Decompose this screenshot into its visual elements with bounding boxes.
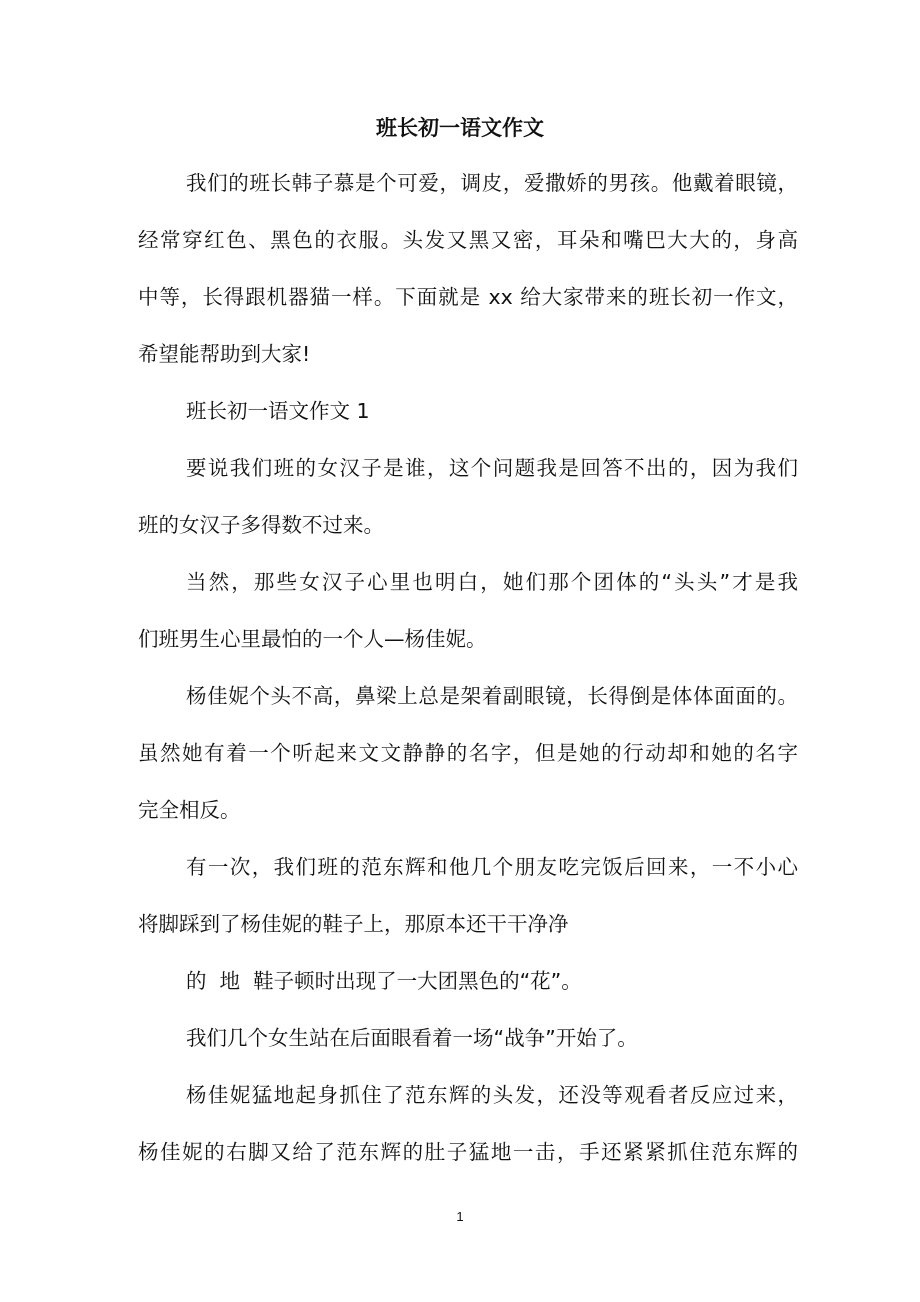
text-line: 我们的班长韩子慕是个可爱，调皮，爱撒娇的男孩。他戴着眼镜， bbox=[186, 171, 798, 195]
text-line: 们班男生心里最怕的一个人—杨佳妮。 bbox=[138, 627, 487, 651]
text-line: 的 地 鞋子顿时出现了一大团黑色的“花”。 bbox=[186, 969, 582, 993]
page-number: 1 bbox=[456, 1209, 464, 1224]
text-line: 将脚踩到了杨佳妮的鞋子上，那原本还干干净净 bbox=[138, 912, 569, 936]
text-line: 中等，长得跟机器猫一样。下面就是 xx 给大家带来的班长初一作文， bbox=[138, 285, 798, 309]
text-line: 虽然她有着一个听起来文文静静的名字，但是她的行动却和她的名字 bbox=[138, 741, 798, 765]
text-line: 有一次，我们班的范东辉和他几个朋友吃完饭后回来，一不小心 bbox=[186, 855, 798, 879]
text-line: 要说我们班的女汉子是谁，这个问题我是回答不出的，因为我们 bbox=[186, 456, 798, 480]
text-line: 经常穿红色、黑色的衣服。头发又黑又密，耳朵和嘴巴大大的，身高 bbox=[138, 228, 798, 252]
document-title: 班长初一语文作文 bbox=[376, 116, 544, 140]
text-line: 当然，那些女汉子心里也明白，她们那个团体的“头头”才是我 bbox=[186, 570, 798, 594]
text-line: 希望能帮助到大家! bbox=[138, 342, 311, 366]
text-line: 我们几个女生站在后面眼看着一场“战争”开始了。 bbox=[186, 1026, 638, 1050]
section-heading: 班长初一语文作文 1 bbox=[186, 399, 370, 423]
text-line: 完全相反。 bbox=[138, 798, 241, 822]
text-line: 杨佳妮猛地起身抓住了范东辉的头发，还没等观看者反应过来， bbox=[186, 1083, 798, 1107]
text-line: 杨佳妮的右脚又给了范东辉的肚子猛地一击，手还紧紧抓住范东辉的 bbox=[138, 1140, 798, 1164]
text-line: 班的女汉子多得数不过来。 bbox=[138, 513, 384, 537]
text-line: 杨佳妮个头不高，鼻梁上总是架着副眼镜，长得倒是体体面面的。 bbox=[186, 684, 798, 708]
